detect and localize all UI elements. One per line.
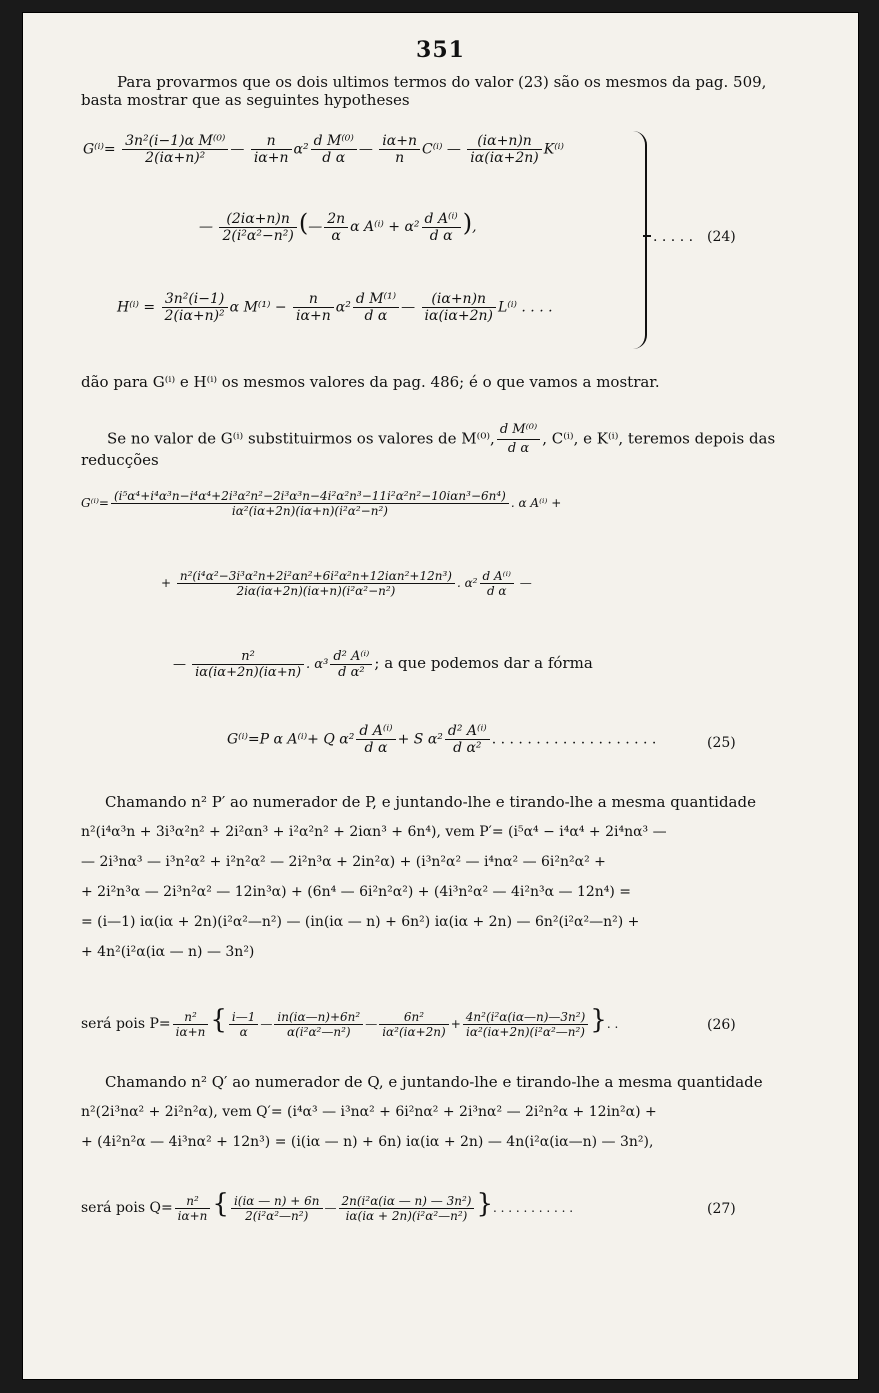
eq24-G-term2: $\frac{n}{i\alpha+n}$ — [251, 133, 292, 166]
eq27-frac0: $\frac{\text{n²}}{i\alpha+n}$ — [175, 1194, 211, 1223]
eq26-frac1: $\frac{i—1}{\alpha}$ — [229, 1010, 258, 1039]
eqG-term3b: $\frac{\text{d² A⁽ⁱ⁾}}{\text{d α²}}$ — [330, 649, 372, 680]
eq24-H-term2b: $\frac{\text{d M⁽¹⁾}}{\text{d α}}$ — [353, 291, 399, 324]
paragraph-se-line-1: Se no valor de G⁽ⁱ⁾ substituirmos os valores de M⁽⁰⁾, $\frac{\text{d M⁽⁰⁾}}{\text{d α}}$ , C⁽ⁱ⁾, e K⁽ⁱ⁾, teremos depois das — [107, 422, 776, 456]
paragraph-se-line-2: reducções — [81, 451, 159, 469]
paragraph-P-line-5: = (i—1) iα(iα + 2n)(i²α²—n²) — (in(iα — n) + 6n²) iα(iα + 2n) — 6n²(i²α²—n²) + — [81, 914, 640, 930]
equation-27: será pois Q= $\frac{\text{n²}}{i\alpha+n}$ { $\frac{i(i\alpha — n) + 6n}{\text{2(i²α²—n²)}}$ — $\frac{\text{2n(i²α(iα — n) — 3n²)}}{\text{iα(iα + 2n)(i²α²—n²)}}$ }. . . . . . . . . . . — [81, 1189, 574, 1223]
eqG-term2b: $\frac{\text{d A⁽ⁱ⁾}}{\text{d α}}$ — [480, 569, 514, 598]
eqG-term3: $\frac{\text{n²}}{i\alpha(i\alpha+2n)(i\alpha+n)}$ — [192, 649, 304, 680]
equation-G-expanded-1: G⁽ⁱ⁾= $\frac{\text{(i⁵α⁴+i⁴α³n−i⁴α⁴+2i³α²n²−2i³α³n−4i²α²n³−11i²α²n²−10iαn³−6n⁴)}}{\text{iα²(iα+2n)(iα+n)(i²α²−n²)}}$ . α A⁽ⁱ⁾ + — [81, 489, 562, 518]
paragraph-dao: dão para G⁽ⁱ⁾ e H⁽ⁱ⁾ os mesmos valores da pag. 486; é o que vamos a mostrar. — [81, 373, 660, 391]
eq26-frac2: $\frac{\text{in(iα—n)+6n²}}{\text{α(i²α²—n²)}}$ — [274, 1010, 363, 1039]
eq26-number: (26) — [707, 1017, 736, 1033]
paragraph-Q-line-1: Chamando n² Q′ ao numerador de Q, e juntando-lhe e tirando-lhe a mesma quantidade — [105, 1073, 763, 1091]
paragraph-P-line-1: Chamando n² P′ ao numerador de P, e juntando-lhe e tirando-lhe a mesma quantidade — [105, 793, 756, 811]
eq24-H-term3: $\frac{(i\alpha+n)n}{i\alpha(i\alpha+2n)}$ — [422, 291, 496, 324]
equation-26: será pois P= $\frac{\text{n²}}{i\alpha+n}$ { $\frac{i—1}{\alpha}$ — $\frac{\text{in(iα—n)+6n²}}{\text{α(i²α²—n²)}}$ — $\frac{\text{6n²}}{\text{iα²(iα+2n)}}$ + $\frac{\text{4n²(i²α(iα—n)—3n²)}}{\text{iα²(iα+2n)(i²α²—n²)}}$ }. . — [81, 1005, 619, 1039]
eq24-dots: . . . . . — [653, 229, 694, 245]
paragraph-P-line-3: — 2i³nα³ — i³n²α² + i²n²α² — 2i²n³α + 2in²α) + (i³n²α² — i⁴nα² — 6i²n²α² + — [81, 854, 606, 870]
equation-25: G⁽ⁱ⁾=P α A⁽ⁱ⁾+ Q α² $\frac{\text{d A⁽ⁱ⁾}}{\text{d α}}$ + S α² $\frac{\text{d² A⁽ⁱ⁾}}{\text{d α²}}$ . . . . . . . . . . . . . . . . . . . — [227, 723, 657, 756]
eq24-G2-inner2: $\frac{\text{d A⁽ⁱ⁾}}{\text{d α}}$ — [422, 211, 461, 244]
eq24-H-term1: $\frac{\text{3n²(i−1)}}{\text{2(iα+n)²}}$ — [162, 291, 228, 324]
paragraph-Q-line-2: n²(2i³nα² + 2i²n²α), vem Q′= (i⁴α³ — i³nα² + 6i²nα² + 2i³nα² — 2i²n²α + 12in²α) + — [81, 1104, 657, 1120]
eq26-frac0: $\frac{\text{n²}}{i\alpha+n}$ — [173, 1010, 209, 1039]
intro-line-1: Para provarmos que os dois ultimos termos do valor (23) são os mesmos da pag. 509, — [117, 73, 767, 91]
equation-24-brace-tip — [643, 235, 651, 237]
eq25-frac2: $\frac{\text{d² A⁽ⁱ⁾}}{\text{d α²}}$ — [445, 723, 490, 756]
equation-G-expanded-3: — $\frac{\text{n²}}{i\alpha(i\alpha+2n)(i\alpha+n)}$ . α³ $\frac{\text{d² A⁽ⁱ⁾}}{\text{d α²}}$ ; a que podemos dar a fórma — [173, 649, 593, 680]
eq25-number: (25) — [707, 735, 736, 751]
eqG-term2: $\frac{\text{n²(i⁴α²−3i³α²n+2i²αn²+6i²α²n+12iαn²+12n³)}}{\text{2iα(iα+2n)(iα+n)(i²α²−n²)}}$ — [177, 569, 455, 598]
eq24-number: (24) — [707, 229, 736, 245]
eq24-G-term3: $\frac{i\alpha+n}{n}$ — [379, 133, 420, 166]
paragraph-P-line-2: n²(i⁴α³n + 3i³α²n² + 2i²αn³ + i²α²n² + 2iαn³ + 6n⁴), vem P′= (i⁵α⁴ − i⁴α⁴ + 2i⁴nα³ — — [81, 824, 667, 840]
eq24-G-term4: $\frac{(i\alpha+n)n}{i\alpha(i\alpha+2n)}$ — [467, 133, 541, 166]
equation-24-G: G⁽ⁱ⁾= $\frac{\text{3n²(i−1)α M⁽⁰⁾}}{\text{2(iα+n)²}}$ — $\frac{n}{i\alpha+n}$ α² $\frac{\text{d M⁽⁰⁾}}{\text{d α}}$ — $\frac{i\alpha+n}{n}$ C⁽ⁱ⁾ — $\frac{(i\alpha+n)n}{i\alpha(i\alpha+2n)}$ K⁽ⁱ⁾ — [83, 133, 564, 166]
eq26-frac3: $\frac{\text{6n²}}{\text{iα²(iα+2n)}}$ — [379, 1010, 448, 1039]
equation-G-expanded-2: + $\frac{\text{n²(i⁴α²−3i³α²n+2i²αn²+6i²α²n+12iαn²+12n³)}}{\text{2iα(iα+2n)(iα+n)(i²α²−n²)}}$ . α² $\frac{\text{d A⁽ⁱ⁾}}{\text{d α}}$ — — [161, 569, 532, 598]
eqG-term1: $\frac{\text{(i⁵α⁴+i⁴α³n−i⁴α⁴+2i³α²n²−2i³α³n−4i²α²n³−11i²α²n²−10iαn³−6n⁴)}}{\text{iα²(iα+2n)(iα+n)(i²α²−n²)}}$ — [111, 489, 509, 518]
eq27-frac1: $\frac{i(i\alpha — n) + 6n}{\text{2(i²α²—n²)}}$ — [231, 1194, 323, 1223]
eq25-frac1: $\frac{\text{d A⁽ⁱ⁾}}{\text{d α}}$ — [356, 723, 395, 756]
eq24-G-term1: $\frac{\text{3n²(i−1)α M⁽⁰⁾}}{\text{2(iα+n)²}}$ — [122, 133, 228, 166]
equation-24-H: H⁽ⁱ⁾ = $\frac{\text{3n²(i−1)}}{\text{2(iα+n)²}}$ α M⁽¹⁾ − $\frac{n}{i\alpha+n}$ α² $\frac{\text{d M⁽¹⁾}}{\text{d α}}$ — $\frac{(i\alpha+n)n}{i\alpha(i\alpha+2n)}$ L⁽ⁱ⁾ . . . . — [117, 291, 553, 324]
paragraph-P-line-6: + 4n²(i²α(iα — n) — 3n²) — [81, 944, 255, 960]
eq24-G-term2b: $\frac{\text{d M⁽⁰⁾}}{\text{d α}}$ — [311, 133, 357, 166]
equation-24-G-line2: — $\frac{(2i\alpha+n)n}{\text{2(i²α²−n²)}}$ (— $\frac{2n}{\alpha}$ α A⁽ⁱ⁾ + α² $\frac{\text{d A⁽ⁱ⁾}}{\text{d α}}$ ), — [199, 209, 477, 244]
eq27-frac2: $\frac{\text{2n(i²α(iα — n) — 3n²)}}{\text{iα(iα + 2n)(i²α²—n²)}}$ — [339, 1194, 475, 1223]
eq27-number: (27) — [707, 1201, 736, 1217]
eq24-G2-frac: $\frac{(2i\alpha+n)n}{\text{2(i²α²−n²)}}$ — [219, 211, 296, 244]
paragraph-P-line-4: + 2i²n³α — 2i³n²α² — 12in³α) + (6n⁴ — 6i²n²α²) + (4i³n²α² — 4i²n³α — 12n⁴) = — [81, 884, 632, 900]
eq24-G2-inner: $\frac{2n}{\alpha}$ — [324, 211, 348, 244]
book-page — [22, 12, 859, 1380]
eq26-frac4: $\frac{\text{4n²(i²α(iα—n)—3n²)}}{\text{iα²(iα+2n)(i²α²—n²)}}$ — [463, 1010, 589, 1039]
paragraph-Q-line-3: + (4i²n²α — 4i³nα² + 12n³) = (i(iα — n) + 6n) iα(iα + 2n) — 4n(i²α(iα—n) — 3n²), — [81, 1134, 654, 1150]
para-se-frac: $\frac{\text{d M⁽⁰⁾}}{\text{d α}}$ — [497, 421, 540, 458]
eq24-H-term2: $\frac{n}{i\alpha+n}$ — [293, 291, 334, 324]
eq24-G-lhs: G⁽ⁱ⁾= — [83, 141, 116, 158]
intro-line-2: basta mostrar que as seguintes hypotheses — [81, 91, 410, 109]
page-number: 351 — [416, 37, 465, 63]
equation-24-brace — [629, 131, 647, 349]
